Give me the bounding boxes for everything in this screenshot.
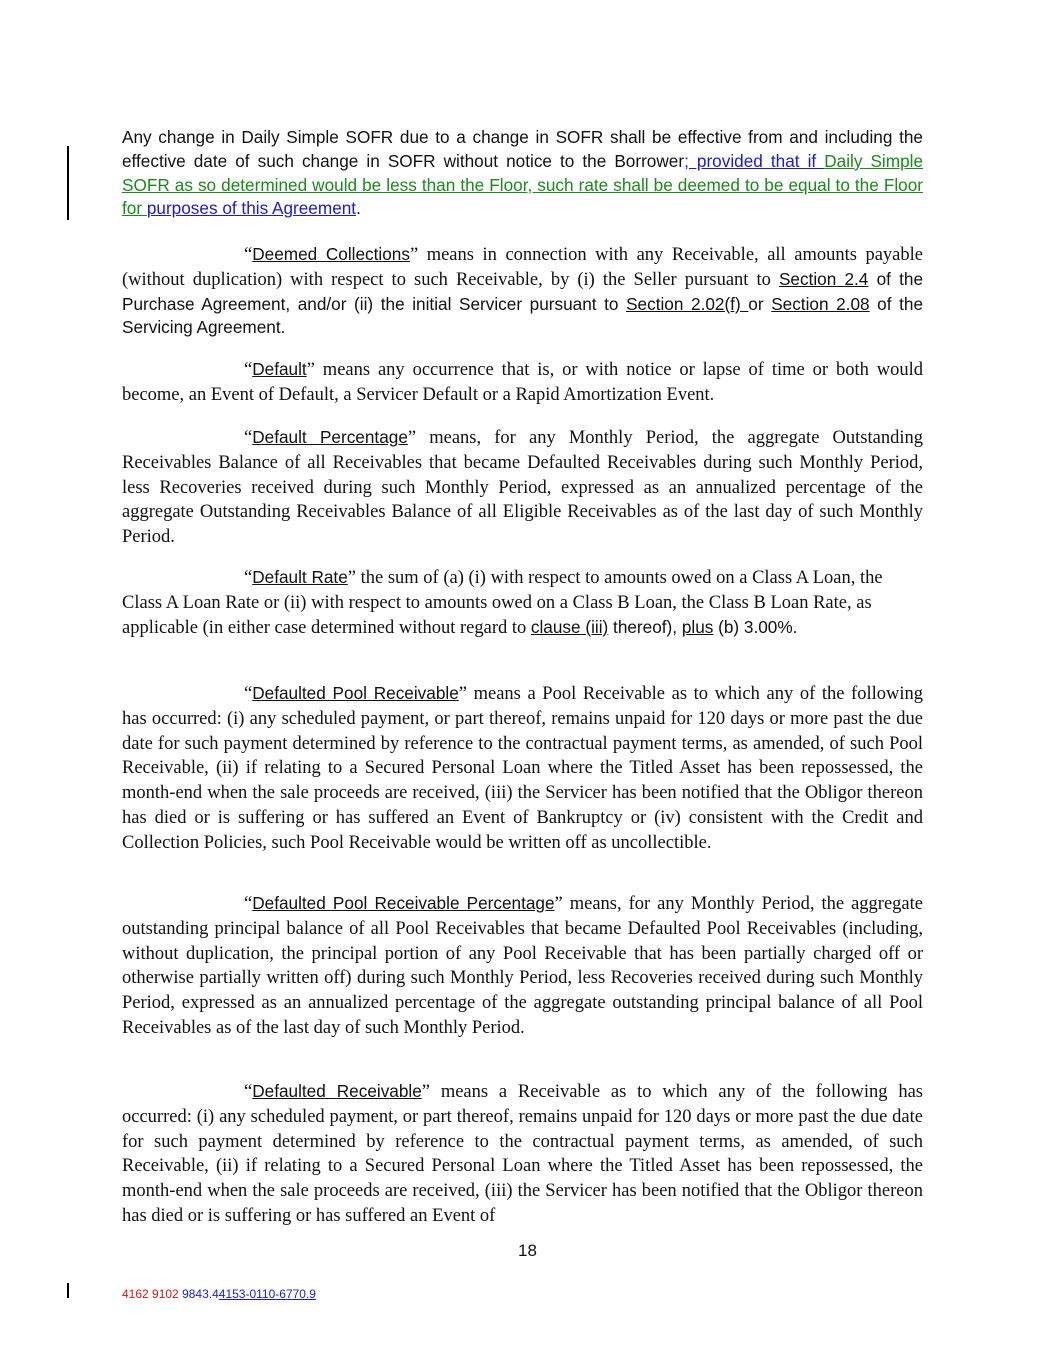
plus-term: plus — [681, 616, 714, 637]
definition-text: ” the sum of (a) (i) with respect to amounts owed on a Class A Loan, the Class A Loan Rate or (ii) with respect to amounts owed on a Class B Loan, the Class B Loan Rate, as applicable (in either case determined without regard to — [122, 568, 883, 638]
open-quote: “ — [244, 428, 253, 448]
definition-text: ” means in connection with any Receivable, all amounts payable (without duplication) with respect to such Receivable, by (i) the Seller pursuant to — [122, 245, 923, 290]
defined-term: Default — [252, 359, 307, 379]
section-reference: Section 2.02(f) — [626, 293, 749, 314]
defined-term: Defaulted Pool Receivable — [252, 683, 459, 703]
defined-term: Default Rate — [252, 567, 348, 587]
defined-term: Default Percentage — [252, 427, 408, 447]
definition-defaulted-pool-receivable-percentage — [122, 892, 923, 1041]
defined-term: Defaulted Receivable — [252, 1081, 422, 1101]
definition-text: ” means a Pool Receivable as to which any of the following has occurred: (i) any scheduled payment, or part thereof, remains unpaid for 120 days or more past the due date for such payment determined by reference to the contractual payment terms, as amended, of such Pool Receivable, (ii) if relating to a Secured Personal Loan where the Titled Asset has been repossessed, the month-end when the sale proceeds are received, (iii) the Servicer has been notified that the Obligor thereon has died or is suffering or has suffered an Event of Bankruptcy or (iv) consistent with the Credit and Collection Policies, such Pool Receivable would be written off as uncollectible. — [122, 684, 923, 853]
inserted-text: purposes of this Agreement — [146, 198, 357, 219]
defined-term: Deemed Collections — [252, 244, 410, 264]
inserted-text: Daily Simple SOFR as so determined would be less than the Floor, such rate shall be deemed to be equal to the Floor for — [122, 150, 924, 219]
definition-text: ” means, for any Monthly Period, the aggregate Outstanding Receivables Balance of all Receivables that became Defaulted Receivables during such Monthly Period, less Recoveries received during such Monthly Period, expressed as an annualized percentage of the aggregate Outstanding Receivables Balance of all Eligible Receivables as of the last day of such Monthly Period. — [122, 428, 923, 548]
definition-default — [122, 358, 923, 408]
open-quote: “ — [244, 360, 253, 380]
definition-text: or — [748, 293, 772, 314]
definition-default-rate — [122, 566, 923, 640]
change-bar — [67, 146, 69, 220]
definition-text: (b) 3.00%. — [713, 616, 798, 637]
definition-text: thereof), — [608, 616, 682, 637]
intro-text: Any change in Daily Simple SOFR due to a change in SOFR shall be effective from and including the effective date of such change in SOFR without notice to the Borrower — [122, 127, 923, 171]
definition-text: ” means a Receivable as to which any of the following has occurred: (i) any scheduled payment, or part thereof, remains unpaid for 120 days or more past the due date for such payment determined by reference to the contractual payment terms, as amended, of such Receivable, (ii) if relating to a Secured Personal Loan where the Titled Asset has been repossessed, the month-end when the sale proceeds are received, (iii) the Servicer has been notified that the Obligor thereon has died or is suffering or has suffered an Event of — [122, 1082, 923, 1226]
open-quote: “ — [244, 894, 253, 914]
definition-text: of the Purchase Agreement, and/or (ii) the initial Servicer pursuant to — [122, 268, 924, 314]
definition-text: ” means, for any Monthly Period, the aggregate outstanding principal balance of all Pool Receivables that became Defaulted Pool Receivables (including, without duplication, the principal portion of any Pool Receivable that has been partially charged off or otherwise partially written off) during such Monthly Period, less Recoveries received during such Monthly Period, expressed as an annualized percentage of the aggregate outstanding principal balance of all Pool Receivables as of the last day of such Monthly Period. — [122, 894, 923, 1038]
deleted-doc-id: 4162 9102 — [122, 1287, 179, 1301]
inserted-text: ; provided that if — [684, 150, 825, 171]
inserted-doc-id: 4153-0110-6770.9 — [218, 1287, 316, 1301]
definition-defaulted-pool-receivable — [122, 682, 923, 856]
definition-text: ” means any occurrence that is, or with notice or lapse of time or both would become, an Event of Default, a Servicer Default or a Rapid Amortization Event. — [122, 360, 923, 405]
section-reference: Section 2.08 — [771, 293, 870, 314]
intro-end: . — [356, 198, 361, 219]
open-quote: “ — [244, 245, 253, 265]
doc-id: 9843.4 — [178, 1287, 219, 1301]
definition-text: of the Servicing Agreement. — [122, 293, 924, 338]
open-quote: “ — [244, 568, 253, 588]
section-reference: Section 2.4 — [778, 268, 869, 289]
definition-deemed-collections — [122, 243, 923, 340]
definition-default-percentage — [122, 426, 923, 550]
open-quote: “ — [244, 684, 253, 704]
defined-term: Defaulted Pool Receivable Percentage — [252, 893, 555, 913]
clause-reference: clause (iii) — [530, 616, 609, 637]
open-quote: “ — [244, 1082, 253, 1102]
footer-change-bar — [67, 1283, 69, 1298]
document-id-footer — [122, 1287, 316, 1301]
definition-defaulted-receivable — [122, 1080, 923, 1229]
intro-paragraph — [122, 126, 923, 221]
page-number: 18 — [518, 1241, 537, 1260]
